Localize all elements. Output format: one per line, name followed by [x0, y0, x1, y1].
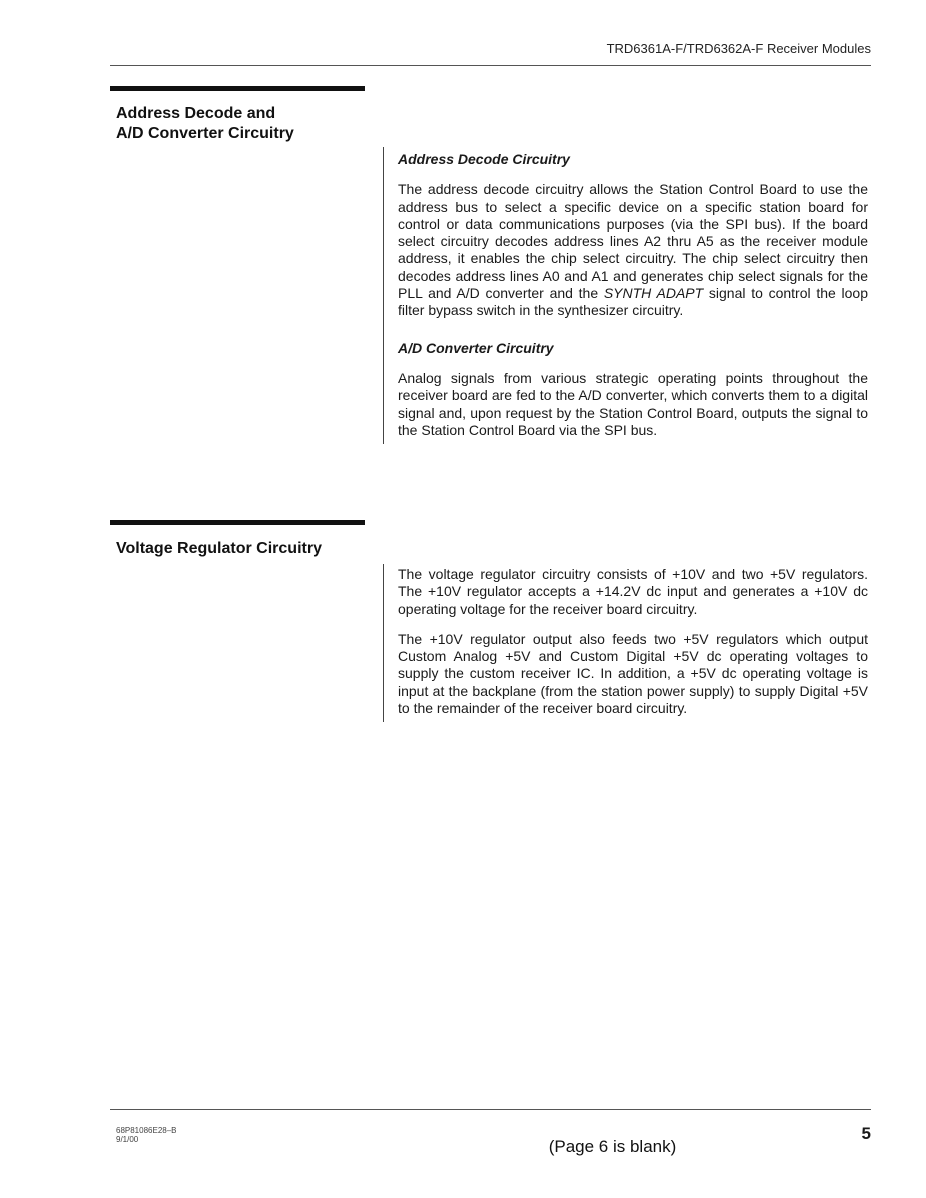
- paragraph-text-part1: The address decode circuitry allows the Station Control Board to use the address bus to select a specific device on a specific station board for control or data communications purposes (via the SPI bus). If the board select circuitry decodes address lines A2 thru A5 as the receiver module address, it enables the chip select circuitry. The chip select circuitry then decodes address lines A0 and A1 and generates chip select signals for the PLL and A/D converter and the: [398, 181, 868, 302]
- paragraph-ad-converter: Analog signals from various strategic operating points throughout the receiver board are fed to the A/D converter, which converts them to a digital signal and, upon request by the Station Control Board, outputs the signal to the Station Control Board via the SPI bus.: [398, 369, 868, 438]
- blank-page-note: (Page 6 is blank): [548, 1137, 677, 1156]
- doc-date: 9/1/00: [116, 1135, 139, 1144]
- subheading-ad-converter: A/D Converter Circuitry: [398, 339, 554, 356]
- section1-body: [398, 151, 868, 452]
- header-rule: [110, 65, 871, 66]
- paragraph-voltage-regulator-1: The voltage regulator circuitry consists of +10V and two +5V regulators. The +10V regulator accepts a +14.2V dc input and generates a +10V dc operating voltage for the receiver board circuitry.: [398, 566, 868, 617]
- section-bar-address-decode: [110, 86, 365, 91]
- doc-number: 68P81086E28–B: [116, 1126, 177, 1135]
- section-title-address-decode: [116, 104, 294, 144]
- section2-body: [398, 566, 868, 730]
- page-number: 5: [861, 1124, 871, 1143]
- footer-doc-info: [116, 1126, 177, 1144]
- paragraph-voltage-regulator-2: The +10V regulator output also feeds two +5V regulators which output Custom Analog +5V and Custom Digital +5V dc operating voltages to supply the custom receiver IC. In addition, a +5V dc operating voltage is input at the backplane (from the station power supply) to supply Digital +5V to the remainder of the receiver board circuitry.: [398, 630, 868, 717]
- section-title-line2: A/D Converter Circuitry: [116, 125, 294, 142]
- paragraph-text-part2: signal to control the loop filter bypass switch in the synthesizer circuitry.: [398, 285, 868, 319]
- section-bar-voltage-regulator: [110, 520, 365, 525]
- paragraph-address-decode: [398, 181, 868, 319]
- section-title-line1: Address Decode and: [116, 105, 276, 122]
- section-title-voltage-regulator: Voltage Regulator Circuitry: [116, 540, 322, 557]
- change-bar-section1: [383, 147, 384, 444]
- synth-adapt-signal: SYNTH ADAPT: [603, 285, 704, 302]
- footer-rule: [110, 1109, 871, 1110]
- subheading-address-decode: Address Decode Circuitry: [398, 151, 570, 167]
- running-header: TRD6361A-F/TRD6362A-F Receiver Modules: [606, 41, 871, 56]
- change-bar-section2: [383, 564, 384, 722]
